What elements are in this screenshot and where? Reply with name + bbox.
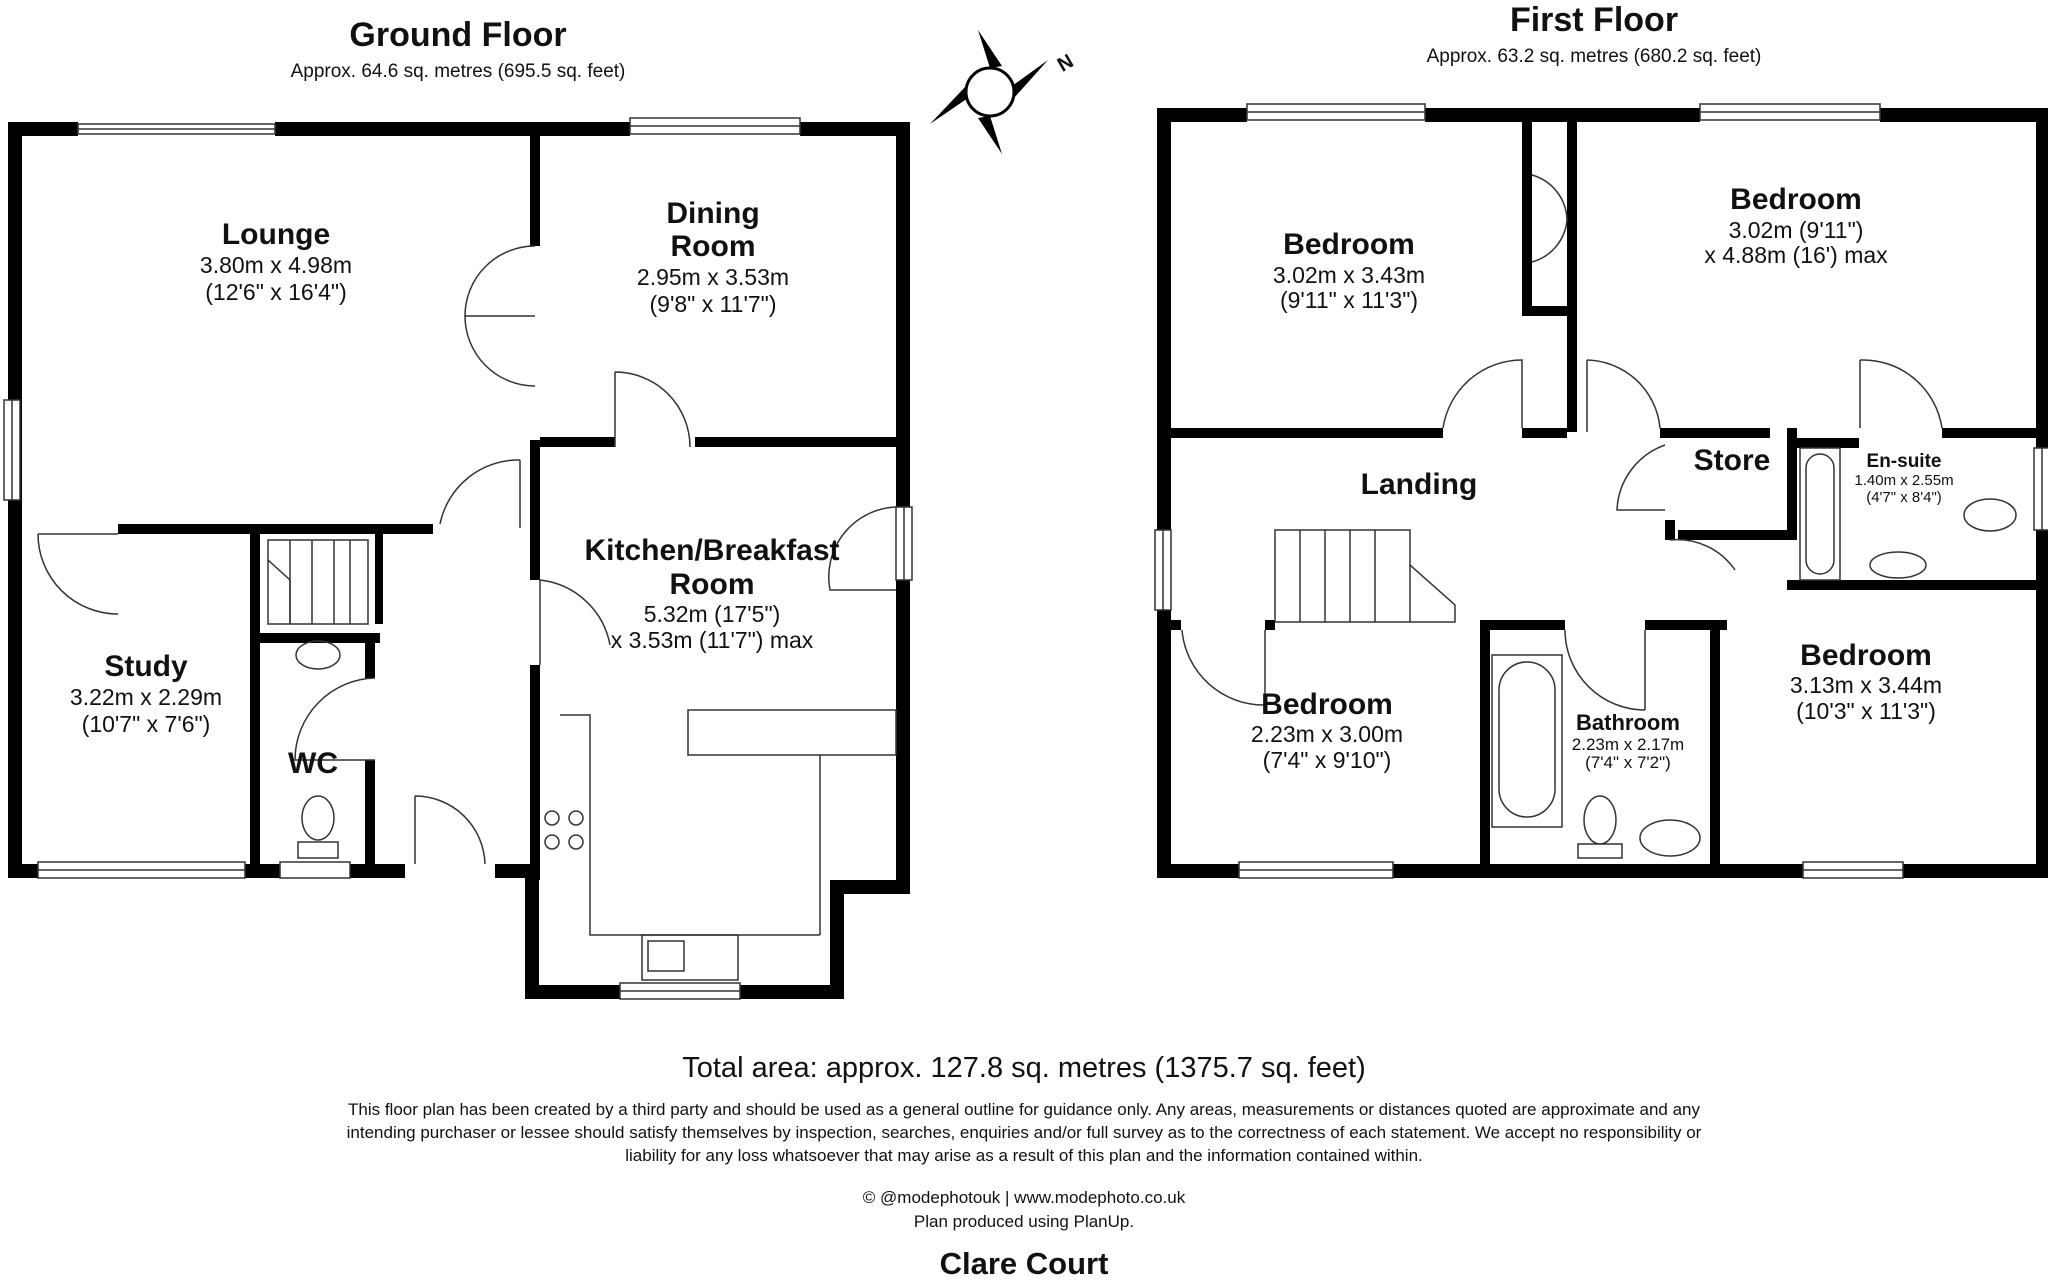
lounge-name: Lounge	[221, 218, 331, 251]
kitchen-name-line1: Kitchen/Breakfast	[584, 534, 840, 567]
bathroom-dim-imperial: (7'4" x 7'2")	[1585, 753, 1671, 772]
bathroom-dim-metric: 2.23m x 2.17m	[1571, 735, 1685, 754]
room-ensuite	[1854, 451, 1953, 506]
dining-name-line1: Dining	[666, 197, 760, 230]
bedroom-nw-name: Bedroom	[1283, 228, 1415, 261]
ensuite-dim-metric: 1.40m x 2.55m	[1854, 472, 1954, 489]
ensuite-name: En-suite	[1866, 451, 1942, 472]
bedroom-nw-dim-metric: 3.02m x 3.43m	[1272, 262, 1426, 288]
ground-floor-title: Ground Floor	[349, 16, 567, 54]
room-bathroom	[1572, 710, 1684, 772]
credit-line-2: Plan produced using PlanUp.	[913, 1212, 1135, 1231]
room-landing	[1361, 468, 1478, 501]
ground-floor-area: Approx. 64.6 sq. metres (695.5 sq. feet)	[290, 61, 626, 82]
bathroom-name: Bathroom	[1576, 710, 1680, 735]
wc-name: WC	[288, 747, 338, 780]
first-floor-title: First Floor	[1509, 1, 1679, 39]
first-floor-plan	[1155, 1, 2048, 878]
compass-north-label: N	[1053, 50, 1078, 77]
room-bedroom-sw	[1251, 688, 1403, 773]
kitchen-dim-imperial: x 3.53m (11'7") max	[610, 627, 814, 653]
bedroom-ne-dim-imperial: x 4.88m (16') max	[1704, 242, 1888, 268]
bedroom-ne-dim-metric: 3.02m (9'11")	[1728, 217, 1864, 243]
study-name: Study	[104, 650, 188, 683]
room-kitchen	[584, 534, 839, 653]
study-dim-imperial: (10'7" x 7'6")	[81, 711, 211, 737]
compass-icon	[930, 30, 1077, 154]
room-store	[1694, 444, 1771, 477]
disclaimer: This floor plan has been created by a third party and should be used as a general outline for guidance only. Any areas, measurements or distances quoted are approximate and any intending purchaser or lessee should satisfy themselves by inspection, searches, enquiries and/or full survey as to the correctness of each statement. We accept no responsibility or liability for any loss whatsoever that may arise as a result of this plan and the information contained within.	[346, 1100, 1702, 1165]
room-dining	[637, 197, 789, 317]
bedroom-se-dim-imperial: (10'3" x 11'3")	[1796, 698, 1936, 724]
dining-name-line2: Room	[670, 230, 756, 263]
bedroom-se-name: Bedroom	[1800, 639, 1932, 672]
ensuite-dim-imperial: (4'7" x 8'4")	[1866, 489, 1942, 506]
bedroom-se-dim-metric: 3.13m x 3.44m	[1789, 672, 1943, 698]
room-wc	[288, 747, 338, 780]
bedroom-sw-name: Bedroom	[1261, 688, 1393, 721]
dining-dim-metric: 2.95m x 3.53m	[636, 264, 790, 290]
lounge-dim-metric: 3.80m x 4.98m	[199, 252, 353, 278]
lounge-dim-imperial: (12'6" x 16'4")	[205, 279, 347, 305]
total-area: Total area: approx. 127.8 sq. metres (1375.7 sq. feet)	[682, 1052, 1366, 1084]
dining-dim-imperial: (9'8" x 11'7")	[649, 291, 777, 317]
ground-floor-plan	[4, 16, 912, 999]
bedroom-sw-dim-imperial: (7'4" x 9'10")	[1262, 747, 1392, 773]
store-name: Store	[1693, 444, 1771, 477]
bedroom-ne-name: Bedroom	[1730, 183, 1862, 216]
study-dim-metric: 3.22m x 2.29m	[69, 684, 223, 710]
landing-name: Landing	[1360, 468, 1478, 501]
credit-line-1: © @modephotouk | www.modephoto.co.uk	[862, 1188, 1186, 1207]
room-bedroom-ne	[1704, 183, 1888, 268]
room-lounge	[200, 218, 352, 305]
bedroom-sw-dim-metric: 2.23m x 3.00m	[1250, 721, 1404, 747]
kitchen-dim-metric: 5.32m (17'5")	[643, 601, 781, 627]
property-name: Clare Court	[939, 1246, 1109, 1281]
kitchen-name-line2: Room	[669, 568, 755, 601]
first-floor-area: Approx. 63.2 sq. metres (680.2 sq. feet)	[1426, 46, 1762, 67]
room-study	[70, 650, 222, 737]
room-bedroom-se	[1790, 639, 1942, 724]
bedroom-nw-dim-imperial: (9'11" x 11'3")	[1279, 287, 1419, 313]
credit	[0, 1186, 2048, 1234]
room-bedroom-nw	[1273, 228, 1425, 313]
